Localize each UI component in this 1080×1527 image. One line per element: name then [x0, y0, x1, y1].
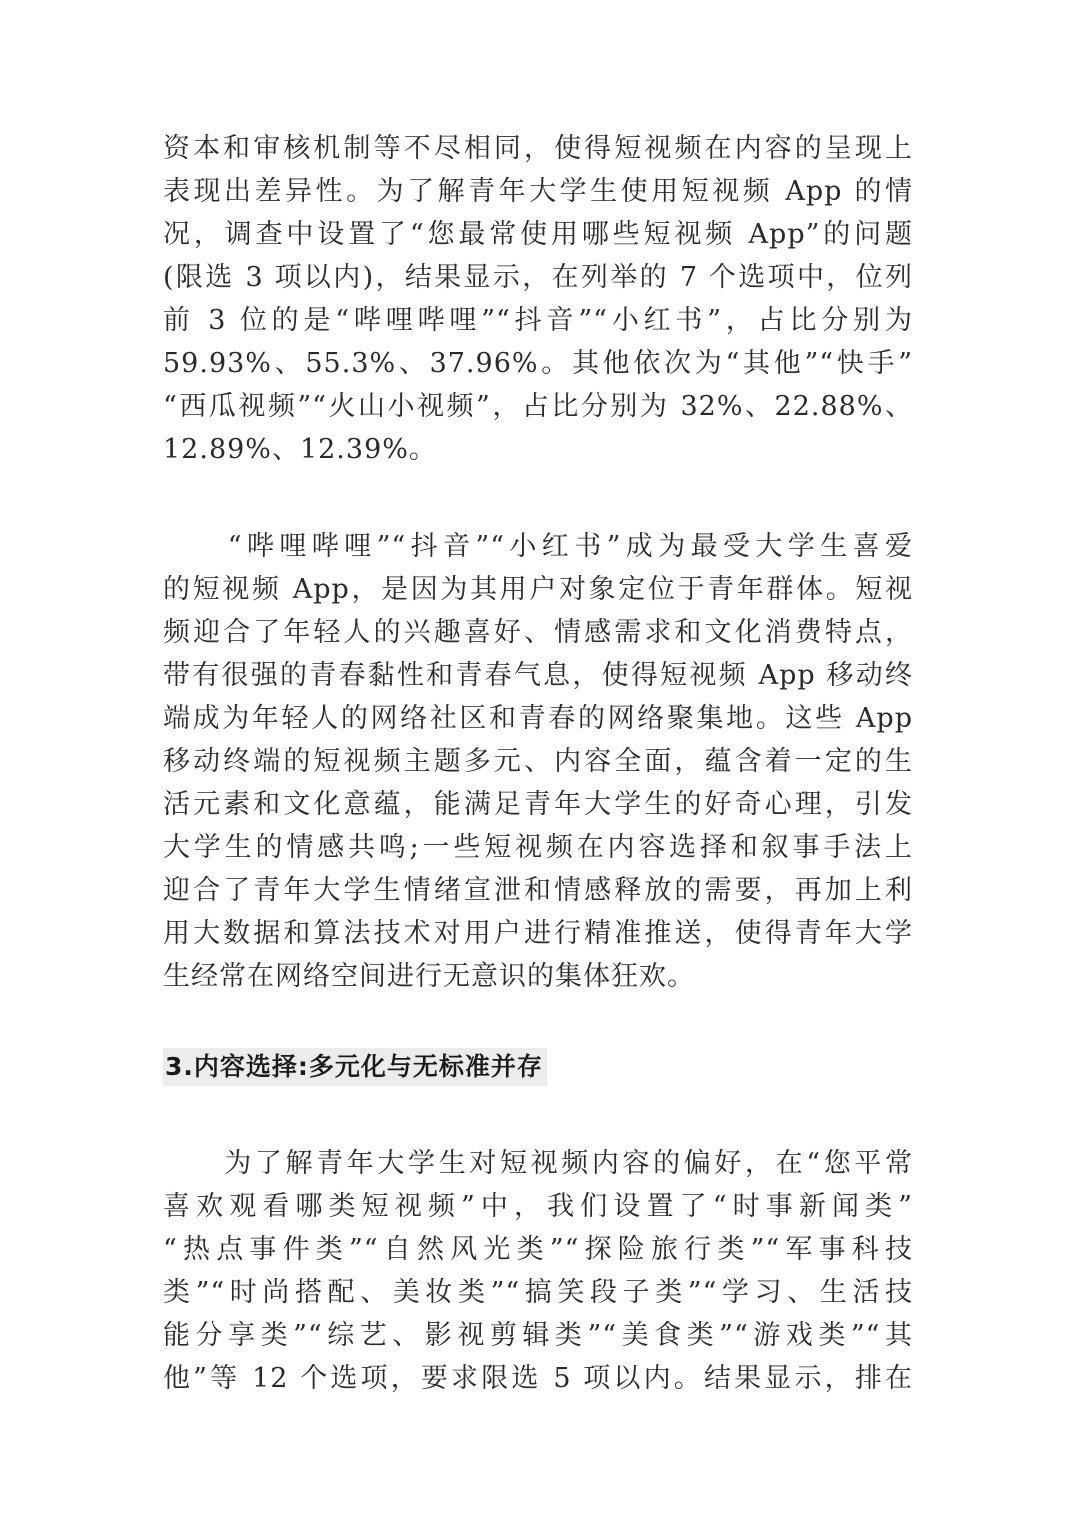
paragraph-3-line-2: 喜欢观看哪类短视频”中，我们设置了“时事新闻类” — [163, 1191, 913, 1222]
paragraph-2-line-3: 频迎合了年轻人的兴趣喜好、情感需求和文化消费特点， — [163, 617, 913, 648]
paragraph-1-line-4: (限选 3 项以内)，结果显示，在列举的 7 个选项中，位列 — [163, 262, 913, 293]
paragraph-3-line-4: 类”“时尚搭配、美妆类”“搞笑段子类”“学习、生活技 — [163, 1277, 913, 1308]
paragraph-2-line-6: 移动终端的短视频主题多元、内容全面，蕴含着一定的生 — [163, 746, 913, 777]
paragraph-1-line-7: “西瓜视频”“火山小视频”，占比分别为 32%、22.88%、 — [163, 391, 913, 422]
paragraph-2-line-8: 大学生的情感共鸣;一些短视频在内容选择和叙事手法上 — [163, 832, 913, 863]
paragraph-2-line-2: 的短视频 App，是因为其用户对象定位于青年群体。短视 — [163, 574, 913, 605]
paragraph-3-line-3: “热点事件类”“自然风光类”“探险旅行类”“军事科技 — [163, 1234, 913, 1265]
paragraph-1-line-3: 况，调查中设置了“您最常使用哪些短视频 App”的问题 — [163, 219, 913, 250]
paragraph-3-line-1: 为了解青年大学生对短视频内容的偏好，在“您平常 — [163, 1148, 913, 1179]
paragraph-2-line-4: 带有很强的青春黏性和青春气息，使得短视频 App 移动终 — [163, 660, 913, 691]
paragraph-1-line-5: 前 3 位的是“哔哩哔哩”“抖音”“小红书”，占比分别为 — [163, 305, 913, 336]
paragraph-2-line-9: 迎合了青年大学生情绪宣泄和情感释放的需要，再加上利 — [163, 875, 913, 906]
paragraph-2-line-5: 端成为年轻人的网络社区和青春的网络聚集地。这些 App — [163, 703, 913, 734]
paragraph-1-line-1: 资本和审核机制等不尽相同，使得短视频在内容的呈现上 — [163, 133, 913, 164]
paragraph-1-line-2: 表现出差异性。为了解青年大学生使用短视频 App 的情 — [163, 176, 913, 207]
paragraph-2-line-7: 活元素和文化意蕴，能满足青年大学生的好奇心理，引发 — [163, 789, 913, 820]
paragraph-2-line-11: 生经常在网络空间进行无意识的集体狂欢。 — [163, 961, 695, 992]
paragraph-2-line-1: “哔哩哔哩”“抖音”“小红书”成为最受大学生喜爱 — [163, 531, 913, 562]
paragraph-1-line-6: 59.93%、55.3%、37.96%。其他依次为“其他”“快手” — [163, 348, 913, 379]
paragraph-3-line-5: 能分享类”“综艺、影视剪辑类”“美食类”“游戏类”“其 — [163, 1320, 913, 1351]
section-heading: 3.内容选择:多元化与无标准并存 — [163, 1048, 547, 1086]
paragraph-2-line-10: 用大数据和算法技术对用户进行精准推送，使得青年大学 — [163, 918, 913, 949]
paragraph-3-line-6: 他”等 12 个选项，要求限选 5 项以内。结果显示，排在 — [163, 1363, 913, 1394]
paragraph-1-line-8: 12.89%、12.39%。 — [163, 434, 437, 465]
